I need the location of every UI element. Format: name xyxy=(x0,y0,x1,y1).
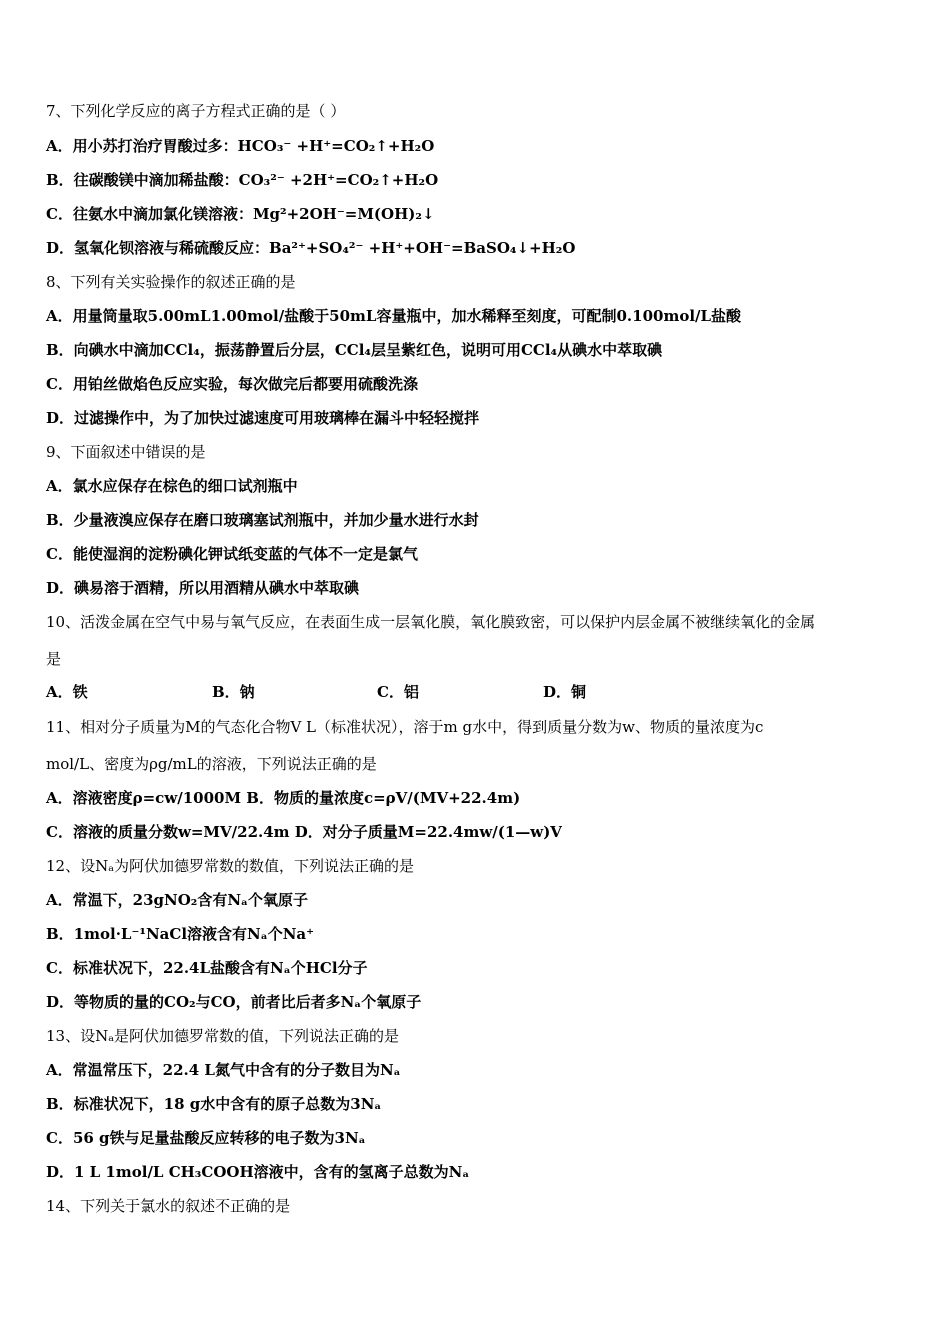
answer-option: C．铝 xyxy=(377,683,419,701)
answer-option: C．56 g铁与足量盐酸反应转移的电子数为3Nₐ xyxy=(46,1129,366,1147)
question-stem: 14、下列关于氯水的叙述不正确的是 xyxy=(46,1197,291,1215)
answer-option: A．常温下，23gNO₂含有Nₐ个氧原子 xyxy=(46,891,309,909)
question-stem: 13、设Nₐ是阿伏加德罗常数的值，下列说法正确的是 xyxy=(46,1027,400,1045)
question-stem: 10、活泼金属在空气中易与氧气反应，在表面生成一层氧化膜，氧化膜致密，可以保护内层金属不被继续氧化的金属 xyxy=(46,613,816,631)
answer-option: D．过滤操作中，为了加快过滤速度可用玻璃棒在漏斗中轻轻搅拌 xyxy=(46,409,480,427)
answer-option: C．用铂丝做焰色反应实验，每次做完后都要用硫酸洗涤 xyxy=(46,375,418,393)
answer-option: D．1 L 1mol/L CH₃COOH溶液中，含有的氢离子总数为Nₐ xyxy=(46,1163,470,1181)
answer-option: B．少量液溴应保存在磨口玻璃塞试剂瓶中，并加少量水进行水封 xyxy=(46,511,479,529)
question-stem: 8、下列有关实验操作的叙述正确的是 xyxy=(46,273,296,291)
answer-option: D．氢氧化钡溶液与稀硫酸反应：Ba²⁺+SO₄²⁻ +H⁺+OH⁻=BaSO₄↓+H₂O xyxy=(46,239,576,257)
answer-option: C．能使湿润的淀粉碘化钾试纸变蓝的气体不一定是氯气 xyxy=(46,545,418,563)
answer-option: A．氯水应保存在棕色的细口试剂瓶中 xyxy=(46,477,298,495)
answer-option: B．向碘水中滴加CCl₄，振荡静置后分层，CCl₄层呈紫红色，说明可用CCl₄从碘水中萃取碘 xyxy=(46,341,663,359)
question-stem: mol/L、密度为ρg/mL的溶液，下列说法正确的是 xyxy=(46,755,377,773)
answer-option: A．铁 xyxy=(46,683,88,701)
answer-option: A．溶液密度ρ=cw/1000M B．物质的量浓度c=ρV/(MV+22.4m) xyxy=(46,789,521,807)
question-stem: 7、下列化学反应的离子方程式正确的是（ ） xyxy=(46,102,346,120)
answer-option: D．铜 xyxy=(543,683,587,701)
answer-option: B．往碳酸镁中滴加稀盐酸：CO₃²⁻ +2H⁺=CO₂↑+H₂O xyxy=(46,171,439,189)
question-stem: 11、相对分子质量为M的气态化合物V L（标准状况），溶于m g水中，得到质量分数为w、物质的量浓度为c xyxy=(46,718,764,736)
answer-option: C．溶液的质量分数w=MV/22.4m D．对分子质量M=22.4mw/(1—w)V xyxy=(46,823,562,841)
answer-option: A．用小苏打治疗胃酸过多：HCO₃⁻ +H⁺=CO₂↑+H₂O xyxy=(46,137,435,155)
answer-option: B．1mol·L⁻¹NaCl溶液含有Nₐ个Na⁺ xyxy=(46,925,315,943)
answer-option: A．用量筒量取5.00mL1.00mol/盐酸于50mL容量瓶中，加水稀释至刻度，可配制0.100mol/L盐酸 xyxy=(46,307,742,325)
answer-option: C．标准状况下，22.4L盐酸含有Nₐ个HCl分子 xyxy=(46,959,368,977)
answer-option: B．标准状况下，18 g水中含有的原子总数为3Nₐ xyxy=(46,1095,382,1113)
question-stem: 是 xyxy=(46,650,62,668)
answer-option: D．等物质的量的CO₂与CO，前者比后者多Nₐ个氧原子 xyxy=(46,993,422,1011)
question-stem: 12、设Nₐ为阿伏加德罗常数的数值，下列说法正确的是 xyxy=(46,857,415,875)
answer-option: C．往氨水中滴加氯化镁溶液：Mg²+2OH⁻=M(OH)₂↓ xyxy=(46,205,435,223)
answer-option: A．常温常压下，22.4 L氮气中含有的分子数目为Nₐ xyxy=(46,1061,401,1079)
answer-option: D．碘易溶于酒精，所以用酒精从碘水中萃取碘 xyxy=(46,579,360,597)
question-stem: 9、下面叙述中错误的是 xyxy=(46,443,206,461)
answer-option: B．钠 xyxy=(212,683,255,701)
